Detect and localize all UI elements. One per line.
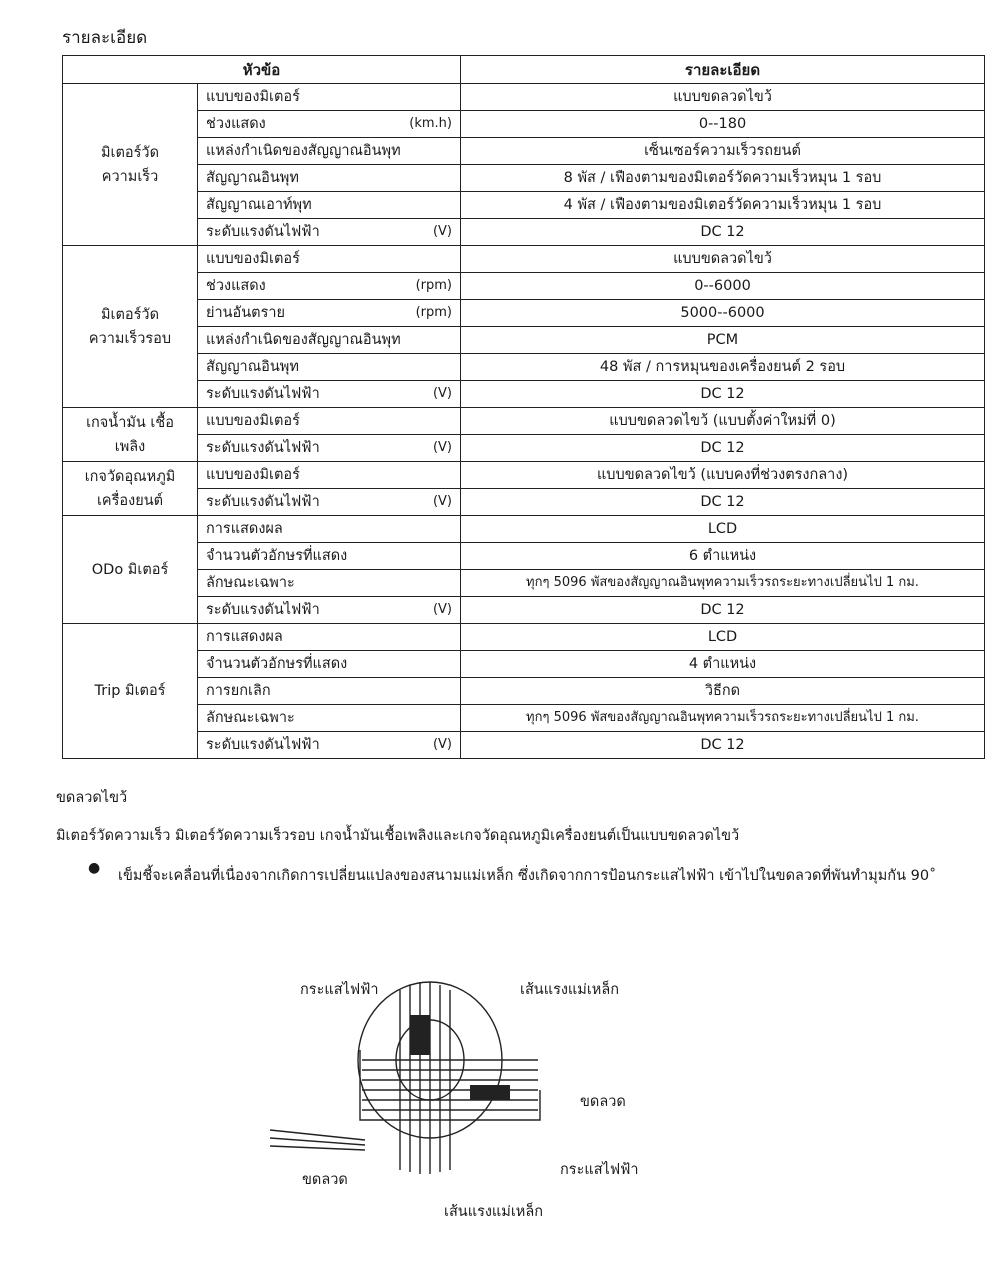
group-label: Trip มิเตอร์ <box>63 624 198 759</box>
item-cell <box>198 624 461 651</box>
item-cell <box>198 462 461 489</box>
value-cell: แบบขดลวดไขว้ (แบบตั้งค่าใหม่ที่ 0) <box>461 408 985 435</box>
table-row <box>63 597 985 624</box>
header-topic: หัวข้อ <box>63 56 461 84</box>
table-row <box>63 651 985 678</box>
item-cell <box>198 138 461 165</box>
item-label: ระดับแรงดันไฟฟ้า <box>206 494 320 510</box>
unit-label: (V) <box>432 386 452 401</box>
value-cell: DC 12 <box>461 597 985 624</box>
value-cell: PCM <box>461 327 985 354</box>
table-row <box>63 138 985 165</box>
value-cell: LCD <box>461 624 985 651</box>
item-label: แบบของมิเตอร์ <box>206 467 300 483</box>
item-cell <box>198 489 461 516</box>
page-title: รายละเอียด <box>62 28 148 48</box>
item-cell <box>198 705 461 732</box>
item-label: ระดับแรงดันไฟฟ้า <box>206 737 320 753</box>
label-current-top: กระแสไฟฟ้า <box>300 982 379 998</box>
item-cell <box>198 732 461 759</box>
table-row <box>63 462 985 489</box>
item-cell <box>198 354 461 381</box>
unit-label: (rpm) <box>415 305 452 320</box>
paragraph: มิเตอร์วัดความเร็ว มิเตอร์วัดความเร็วรอบ เกจน้ำมันเชื้อเพลิงและเกจวัดอุณหภูมิเครื่องยนต์เป็นแบบขดลวดไขว้ <box>56 828 740 844</box>
table-row <box>63 381 985 408</box>
item-cell <box>198 192 461 219</box>
table-row <box>63 246 985 273</box>
value-cell: DC 12 <box>461 219 985 246</box>
table-row <box>63 165 985 192</box>
section-heading: ขดลวดไขว้ <box>56 790 128 806</box>
value-cell: ทุกๆ 5096 พัสของสัญญาณอินพุทความเร็วรถระยะทางเปลี่ยนไป 1 กม. <box>461 570 985 597</box>
value-cell: แบบขดลวดไขว้ <box>461 84 985 111</box>
item-label: ย่านอันตราย <box>206 305 286 321</box>
item-label: แหล่งกำเนิดของสัญญาณอินพุท <box>206 143 401 159</box>
bullet-icon: ● <box>88 860 101 876</box>
table-row <box>63 489 985 516</box>
value-cell: ทุกๆ 5096 พัสของสัญญาณอินพุทความเร็วรถระยะทางเปลี่ยนไป 1 กม. <box>461 705 985 732</box>
group-label: เกจน้ำมัน เชื้อเพลิง <box>63 408 198 462</box>
item-label: ระดับแรงดันไฟฟ้า <box>206 224 320 240</box>
table-row <box>63 327 985 354</box>
unit-label: (rpm) <box>415 278 452 293</box>
group-label: เกจวัดอุณหภูมิ เครื่องยนต์ <box>63 462 198 516</box>
table-row <box>63 435 985 462</box>
item-cell <box>198 570 461 597</box>
item-cell <box>198 300 461 327</box>
value-cell: 8 พัส / เฟืองตามของมิเตอร์วัดความเร็วหมุน 1 รอบ <box>461 165 985 192</box>
item-cell <box>198 219 461 246</box>
group-label: มิเตอร์วัด ความเร็ว <box>63 84 198 246</box>
item-label: ลักษณะเฉพาะ <box>206 575 295 591</box>
header-detail: รายละเอียด <box>461 56 985 84</box>
value-cell: 4 พัส / เฟืองตามของมิเตอร์วัดความเร็วหมุน 1 รอบ <box>461 192 985 219</box>
item-label: ช่วงแสดง <box>206 116 266 132</box>
unit-label: (V) <box>432 224 452 239</box>
table-row <box>63 219 985 246</box>
item-cell <box>198 597 461 624</box>
value-cell: 4 ตำแหน่ง <box>461 651 985 678</box>
value-cell: DC 12 <box>461 381 985 408</box>
value-cell: แบบขดลวดไขว้ <box>461 246 985 273</box>
table-row <box>63 678 985 705</box>
item-label: ระดับแรงดันไฟฟ้า <box>206 602 320 618</box>
value-cell: วิธีกด <box>461 678 985 705</box>
table-header-row <box>63 56 985 84</box>
unit-label: (V) <box>432 737 452 752</box>
item-label: แหล่งกำเนิดของสัญญาณอินพุท <box>206 332 401 348</box>
spec-table <box>62 55 985 759</box>
value-cell: 6 ตำแหน่ง <box>461 543 985 570</box>
table-row <box>63 705 985 732</box>
item-label: สัญญาณเอาท์พุท <box>206 197 312 213</box>
item-label: สัญญาณอินพุท <box>206 170 299 186</box>
value-cell: 0--6000 <box>461 273 985 300</box>
item-label: ระดับแรงดันไฟฟ้า <box>206 386 320 402</box>
table-row <box>63 273 985 300</box>
label-coil-right: ขดลวด <box>580 1094 626 1110</box>
item-label: การยกเลิก <box>206 683 271 699</box>
item-cell <box>198 543 461 570</box>
table-row <box>63 543 985 570</box>
label-coil-left: ขดลวด <box>302 1172 348 1188</box>
item-cell <box>198 246 461 273</box>
item-label: ระดับแรงดันไฟฟ้า <box>206 440 320 456</box>
table-row <box>63 192 985 219</box>
table-row <box>63 300 985 327</box>
item-label: แบบของมิเตอร์ <box>206 89 300 105</box>
table-row <box>63 516 985 543</box>
item-cell <box>198 381 461 408</box>
item-cell <box>198 678 461 705</box>
item-cell <box>198 111 461 138</box>
item-label: ช่วงแสดง <box>206 278 266 294</box>
item-cell <box>198 327 461 354</box>
table-row <box>63 732 985 759</box>
item-label: ลักษณะเฉพาะ <box>206 710 295 726</box>
value-cell: DC 12 <box>461 435 985 462</box>
item-cell <box>198 408 461 435</box>
item-label: แบบของมิเตอร์ <box>206 413 300 429</box>
value-cell: DC 12 <box>461 732 985 759</box>
item-cell <box>198 84 461 111</box>
item-cell <box>198 165 461 192</box>
unit-label: (V) <box>432 494 452 509</box>
label-flux-bottom: เส้นแรงแม่เหล็ก <box>444 1204 544 1220</box>
item-cell <box>198 516 461 543</box>
value-cell: 5000--6000 <box>461 300 985 327</box>
value-cell: LCD <box>461 516 985 543</box>
label-current-right: กระแสไฟฟ้า <box>560 1162 639 1178</box>
table-row <box>63 354 985 381</box>
value-cell: DC 12 <box>461 489 985 516</box>
table-row <box>63 408 985 435</box>
bullet-text: เข็มชี้จะเคลื่อนที่เนื่องจากเกิดการเปลี่ยนแปลงของสนามแม่เหล็ก ซึ่งเกิดจากการป้อนกระแสไฟฟ้า เข้าไปในขดลวดที่พันทำมุมกัน 90˚ <box>118 868 937 884</box>
value-cell: 0--180 <box>461 111 985 138</box>
item-label: การแสดงผล <box>206 629 283 645</box>
item-label: จำนวนตัวอักษรที่แสดง <box>206 656 348 672</box>
item-cell <box>198 435 461 462</box>
unit-label: (km.h) <box>409 116 452 131</box>
value-cell: แบบขดลวดไขว้ (แบบคงที่ช่วงตรงกลาง) <box>461 462 985 489</box>
item-cell <box>198 651 461 678</box>
item-label: แบบของมิเตอร์ <box>206 251 300 267</box>
item-cell <box>198 273 461 300</box>
group-label: ODo มิเตอร์ <box>63 516 198 624</box>
table-row <box>63 570 985 597</box>
value-cell: เซ็นเซอร์ความเร็วรถยนต์ <box>461 138 985 165</box>
item-label: สัญญาณอินพุท <box>206 359 299 375</box>
item-label: การแสดงผล <box>206 521 283 537</box>
table-row <box>63 111 985 138</box>
label-flux-top: เส้นแรงแม่เหล็ก <box>520 982 620 998</box>
table-row <box>63 84 985 111</box>
unit-label: (V) <box>432 602 452 617</box>
value-cell: 48 พัส / การหมุนของเครื่องยนต์ 2 รอบ <box>461 354 985 381</box>
table-row <box>63 624 985 651</box>
unit-label: (V) <box>432 440 452 455</box>
group-label: มิเตอร์วัด ความเร็วรอบ <box>63 246 198 408</box>
item-label: จำนวนตัวอักษรที่แสดง <box>206 548 348 564</box>
